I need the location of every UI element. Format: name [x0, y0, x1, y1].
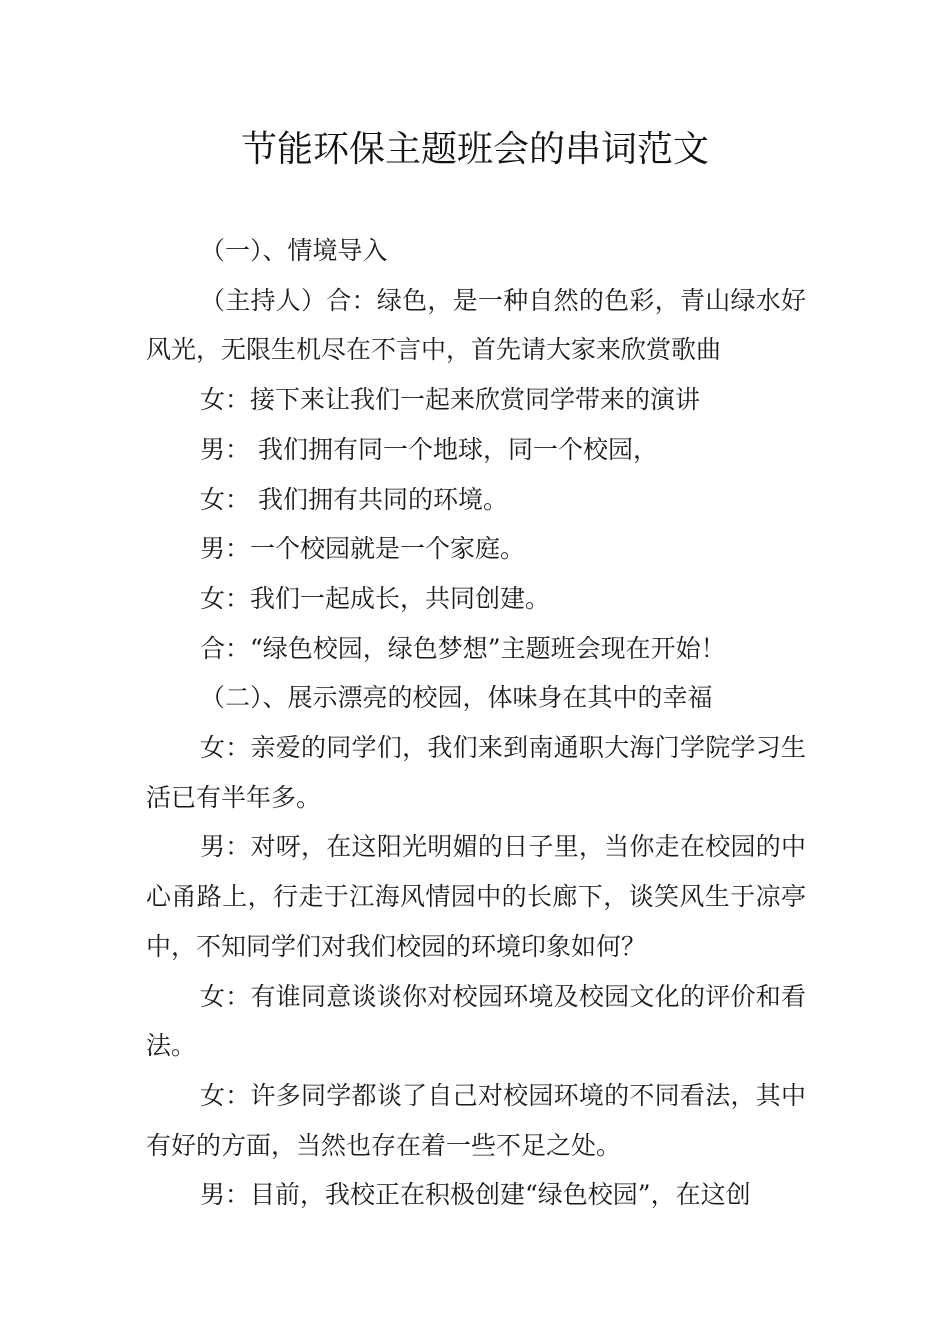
section-heading-2: （二）、展示漂亮的校园，体味身在其中的幸福 — [200, 683, 713, 713]
paragraph-female-3: 女：我们一起成长，共同创建。 — [200, 583, 551, 613]
paragraph-male-4: 男：目前，我校正在积极创建“绿色校园”，在这创 — [200, 1180, 751, 1210]
paragraph-female-1: 女：接下来让我们一起来欣赏同学带来的演讲 — [200, 385, 701, 415]
paragraph-female-6: 女：许多同学都谈了自己对校园环境的不同看法，其中有好的方面，当然也存在着一些不足之处。 — [146, 1080, 806, 1160]
paragraph-male-2: 男：一个校园就是一个家庭。 — [200, 534, 526, 564]
paragraph-together-1: 合：“绿色校园，绿色梦想”主题班会现在开始！ — [200, 633, 726, 663]
document-title: 节能环保主题班会的串词范文 — [240, 129, 709, 170]
document-body — [146, 226, 806, 1220]
paragraph-male-3: 男：对呀，在这阳光明媚的日子里，当你走在校园的中心甬路上，行走于江海风情园中的长廊下，谈笑风生于凉亭中，不知同学们对我们校园的环境印象如何？ — [146, 832, 806, 961]
paragraph-female-5: 女：有谁同意谈谈你对校园环境及校园文化的评价和看法。 — [146, 981, 806, 1061]
paragraph-host-opening: （主持人）合：绿色，是一种自然的色彩，青山绿水好风光，无限生机尽在不言中，首先请大家来欣赏歌曲 — [146, 285, 806, 365]
paragraph-male-1: 男： 我们拥有同一个地球，同一个校园， — [200, 434, 658, 464]
paragraph-female-2: 女： 我们拥有共同的环境。 — [200, 484, 508, 514]
section-heading-1: （一）、情境导入 — [200, 236, 388, 265]
paragraph-female-4: 女：亲爱的同学们，我们来到南通职大海门学院学习生活已有半年多。 — [146, 733, 806, 812]
